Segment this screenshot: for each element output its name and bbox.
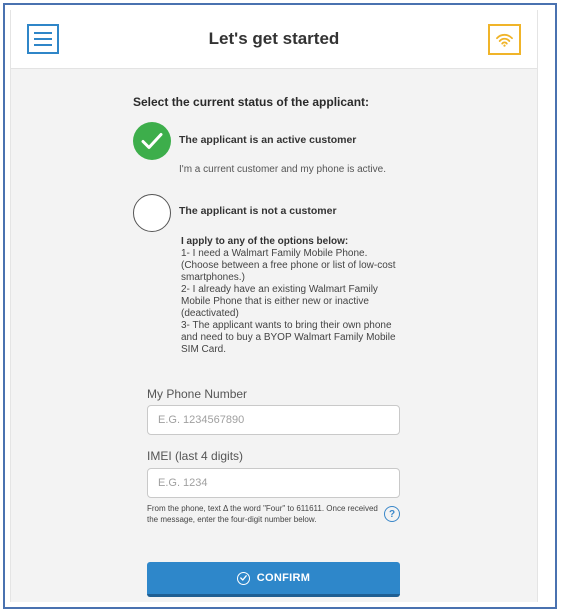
confirm-button[interactable] [147, 562, 400, 597]
imei-input[interactable] [147, 468, 400, 498]
imei-hint-text: From the phone, text Δ the word "Four" to 611611. Once received the message, enter the four-digit number below. [147, 504, 378, 524]
option-line: 1- I need a Walmart Family Mobile Phone. [181, 248, 368, 259]
active-customer-radio[interactable] [133, 122, 171, 160]
confirm-button-label: CONFIRM [256, 572, 311, 584]
option-line: 3- The applicant wants to bring their own phone and need to buy a BYOP Walmart Family Mobile SIM Card. [181, 320, 396, 355]
not-customer-description-heading: I apply to any of the options below: [181, 236, 349, 247]
not-customer-description [181, 236, 406, 356]
not-customer-title[interactable]: The applicant is not a customer [179, 205, 337, 217]
active-customer-title[interactable]: The applicant is an active customer [179, 134, 357, 146]
option-line: 2- I already have an existing Walmart Family Mobile Phone that is either new or inactive (deactivated) [181, 284, 378, 319]
option-line: (Choose between a free phone or list of low-cost smartphones.) [181, 260, 396, 283]
not-customer-radio[interactable] [133, 194, 171, 232]
active-customer-description: I'm a current customer and my phone is active. [179, 164, 386, 175]
page-title: Let's get started [208, 29, 340, 48]
imei-label: IMEI (last 4 digits) [147, 449, 244, 463]
checkmark-icon [141, 132, 163, 150]
app-container [10, 10, 538, 602]
status-section-label: Select the current status of the applicant: [133, 95, 370, 109]
wifi-icon[interactable] [488, 24, 521, 55]
help-icon[interactable]: ? [384, 506, 400, 522]
phone-number-label: My Phone Number [147, 387, 248, 401]
header-bar [11, 10, 537, 69]
phone-number-input[interactable] [147, 405, 400, 435]
check-circle-icon [237, 572, 250, 585]
